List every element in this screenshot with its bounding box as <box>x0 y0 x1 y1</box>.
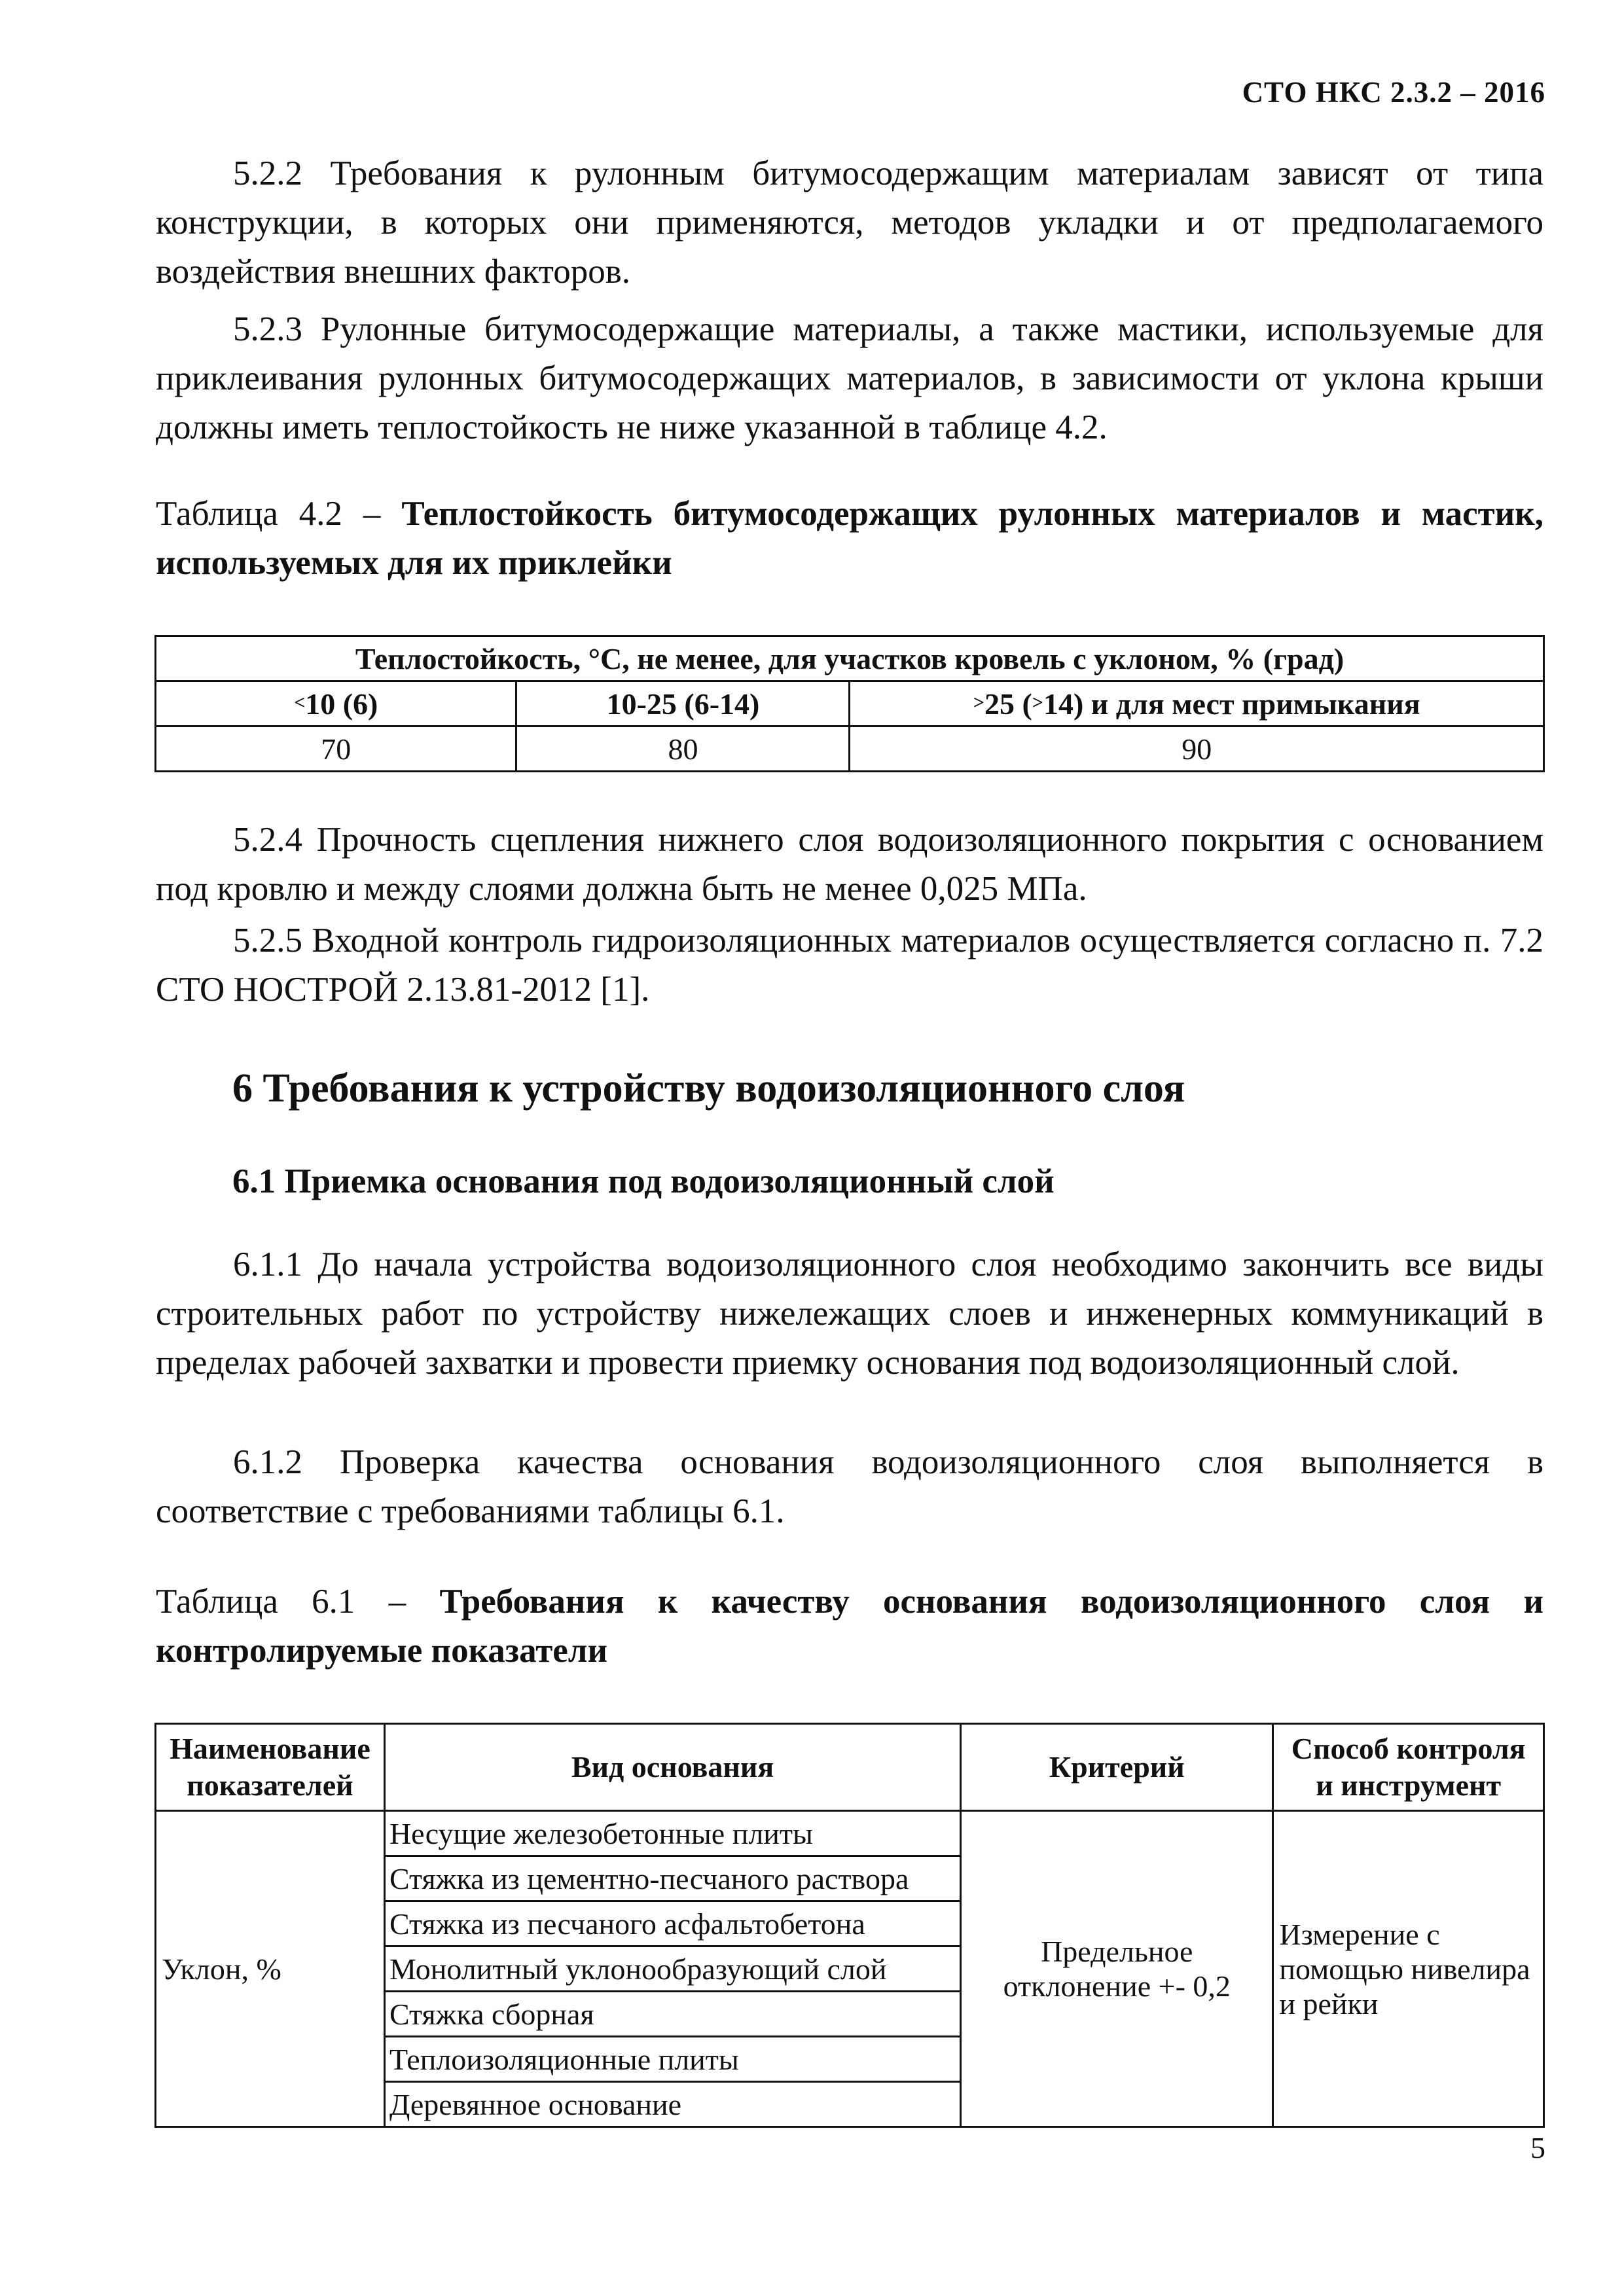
table-header-base-type: Вид основания <box>384 1724 960 1811</box>
paragraph-text: 5.2.3 Рулонные битумосодержащие материалы, а также мастики, используемые для приклеивания рулонных битумосодержащих материалов, в зависимости от уклона крыши должны иметь теплостойкость не ниже указанной в таблице 4.2. <box>156 310 1543 446</box>
table-4-2-caption <box>156 490 1543 588</box>
caption-prefix: Таблица 4.2 – <box>156 495 402 533</box>
table-cell-base-type: Стяжка из цементно-песчаного раствора <box>384 1856 960 1901</box>
table-cell-base-type: Деревянное основание <box>384 2082 960 2127</box>
table-cell-control-method: Измерение с помощью нивелира и рейки <box>1273 1811 1544 2127</box>
caption-title: Требования к качеству основания водоизоляционного слоя и контролируемые показатели <box>156 1583 1543 1670</box>
greater-than-symbol: > <box>1032 691 1043 713</box>
table-cell-base-type: Несущие железобетонные плиты <box>384 1811 960 1856</box>
paragraph-5-2-3 <box>156 305 1543 452</box>
page-number: 5 <box>1530 2131 1545 2164</box>
paragraph-5-2-2 <box>156 149 1543 296</box>
paragraph-5-2-5 <box>156 916 1543 1014</box>
less-than-symbol: < <box>294 691 306 713</box>
table-cell-indicator: Уклон, % <box>156 1811 385 2127</box>
table-cell-base-type: Стяжка из песчаного асфальтобетона <box>384 1901 960 1946</box>
table-cell-value: 70 <box>156 726 516 772</box>
document-code-header: СТО НКС 2.3.2 – 2016 <box>1242 76 1545 109</box>
table-4-2 <box>154 635 1545 772</box>
caption-title: Теплостойкость битумосодержащих рулонных материалов и мастик, используемых для их приклейки <box>156 495 1543 582</box>
slope-3-label-a: 25 ( <box>984 687 1032 721</box>
paragraph-text: 6.1.2 Проверка качества основания водоизоляционного слоя выполняется в соответствие с требованиями таблицы 6.1. <box>156 1443 1543 1530</box>
table-header-slope-1 <box>156 681 516 726</box>
paragraph-text: 6.1.1 До начала устройства водоизоляционного слоя необходимо закончить все виды строительных работ по устройству нижележащих слоев и инженерных коммуникаций в пределах рабочей захватки и провести приемку основания под водоизоляционный слой. <box>156 1246 1543 1382</box>
slope-1-label: 10 (6) <box>305 687 378 721</box>
paragraph-6-1-2 <box>156 1438 1543 1536</box>
paragraph-text: 5.2.4 Прочность сцепления нижнего слоя водоизоляционного покрытия с основанием под кровлю и между слоями должна быть не менее 0,025 МПа. <box>156 821 1543 908</box>
paragraph-6-1-1 <box>156 1240 1543 1388</box>
caption-prefix: Таблица 6.1 – <box>156 1583 440 1621</box>
table-cell-base-type: Стяжка сборная <box>384 1992 960 2037</box>
table-6-1-caption <box>156 1577 1543 1676</box>
table-header-slope-3 <box>850 681 1544 726</box>
table-header-heat-resistance: Теплостойкость, °С, не менее, для участков кровель с уклоном, % (град) <box>156 636 1544 681</box>
table-header-slope-2: 10-25 (6-14) <box>516 681 850 726</box>
table-cell-value: 80 <box>516 726 850 772</box>
paragraph-text: 5.2.2 Требования к рулонным битумосодержащим материалам зависят от типа конструкции, в которых они применяются, методов укладки и от предполагаемого воздействия внешних факторов. <box>156 154 1543 291</box>
slope-3-label-b: 14) и для мест примыкания <box>1043 687 1420 721</box>
paragraph-5-2-4 <box>156 816 1543 914</box>
table-header-criterion: Критерий <box>961 1724 1273 1811</box>
table-cell-base-type: Теплоизоляционные плиты <box>384 2037 960 2082</box>
section-6-title: 6 Требования к устройству водоизоляционного слоя <box>232 1066 1185 1111</box>
table-6-1 <box>154 1723 1545 2128</box>
table-header-control-method: Способ контроля и инструмент <box>1273 1724 1544 1811</box>
table-header-indicator: Наименование показателей <box>156 1724 385 1811</box>
paragraph-text: 5.2.5 Входной контроль гидроизоляционных материалов осуществляется согласно п. 7.2 СТО НОСТРОЙ 2.13.81-2012 [1]. <box>156 922 1543 1009</box>
greater-than-symbol: > <box>973 691 984 713</box>
table-cell-criterion: Предельное отклонение +- 0,2 <box>961 1811 1273 2127</box>
subsection-6-1-title: 6.1 Приемка основания под водоизоляционный слой <box>232 1162 1055 1200</box>
table-cell-base-type: Монолитный уклонообразующий слой <box>384 1946 960 1992</box>
table-cell-value: 90 <box>850 726 1544 772</box>
